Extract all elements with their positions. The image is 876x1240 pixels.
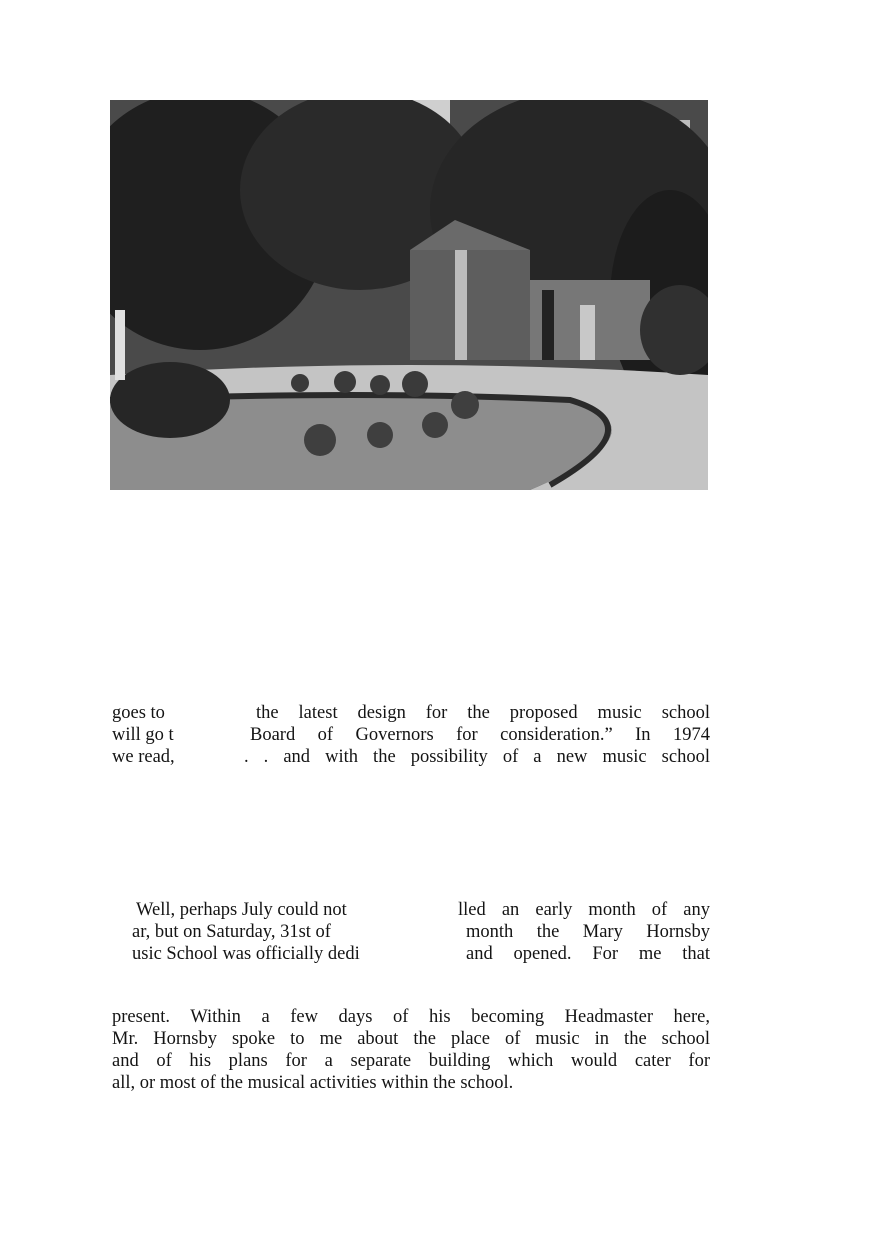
- block1-right-line-1: the latest design for the proposed music school: [256, 703, 710, 723]
- block2-right-line-3: and opened. For me that: [466, 944, 710, 964]
- paragraph-line-3: and of his plans for a separate building which would cater for: [112, 1051, 710, 1071]
- block2-left-line-2: ar, but on Saturday, 31st of: [132, 922, 331, 942]
- building-photo: [110, 100, 708, 490]
- block2-left-line-1: Well, perhaps July could not: [136, 900, 347, 920]
- paragraph-line-4: all, or most of the musical activities within the school.: [112, 1073, 514, 1093]
- paragraph-line-1: present. Within a few days of his becoming Headmaster here,: [112, 1007, 710, 1027]
- block1-right-line-2: Board of Governors for consideration.” In 1974: [250, 725, 710, 745]
- block1-left-line-1: goes to: [112, 703, 165, 723]
- block1-left-line-2: will go t: [112, 725, 174, 745]
- block1-left-line-3: we read,: [112, 747, 175, 767]
- block2-left-line-3: usic School was officially dedi: [132, 944, 360, 964]
- building-photo-drawing: [110, 100, 708, 490]
- block2-right-line-1: lled an early month of any: [458, 900, 710, 920]
- paragraph-line-2: Mr. Hornsby spoke to me about the place of music in the school: [112, 1029, 710, 1049]
- block2-right-line-2: month the Mary Hornsby: [466, 922, 710, 942]
- block1-right-line-3: . . and with the possibility of a new music school: [244, 747, 710, 767]
